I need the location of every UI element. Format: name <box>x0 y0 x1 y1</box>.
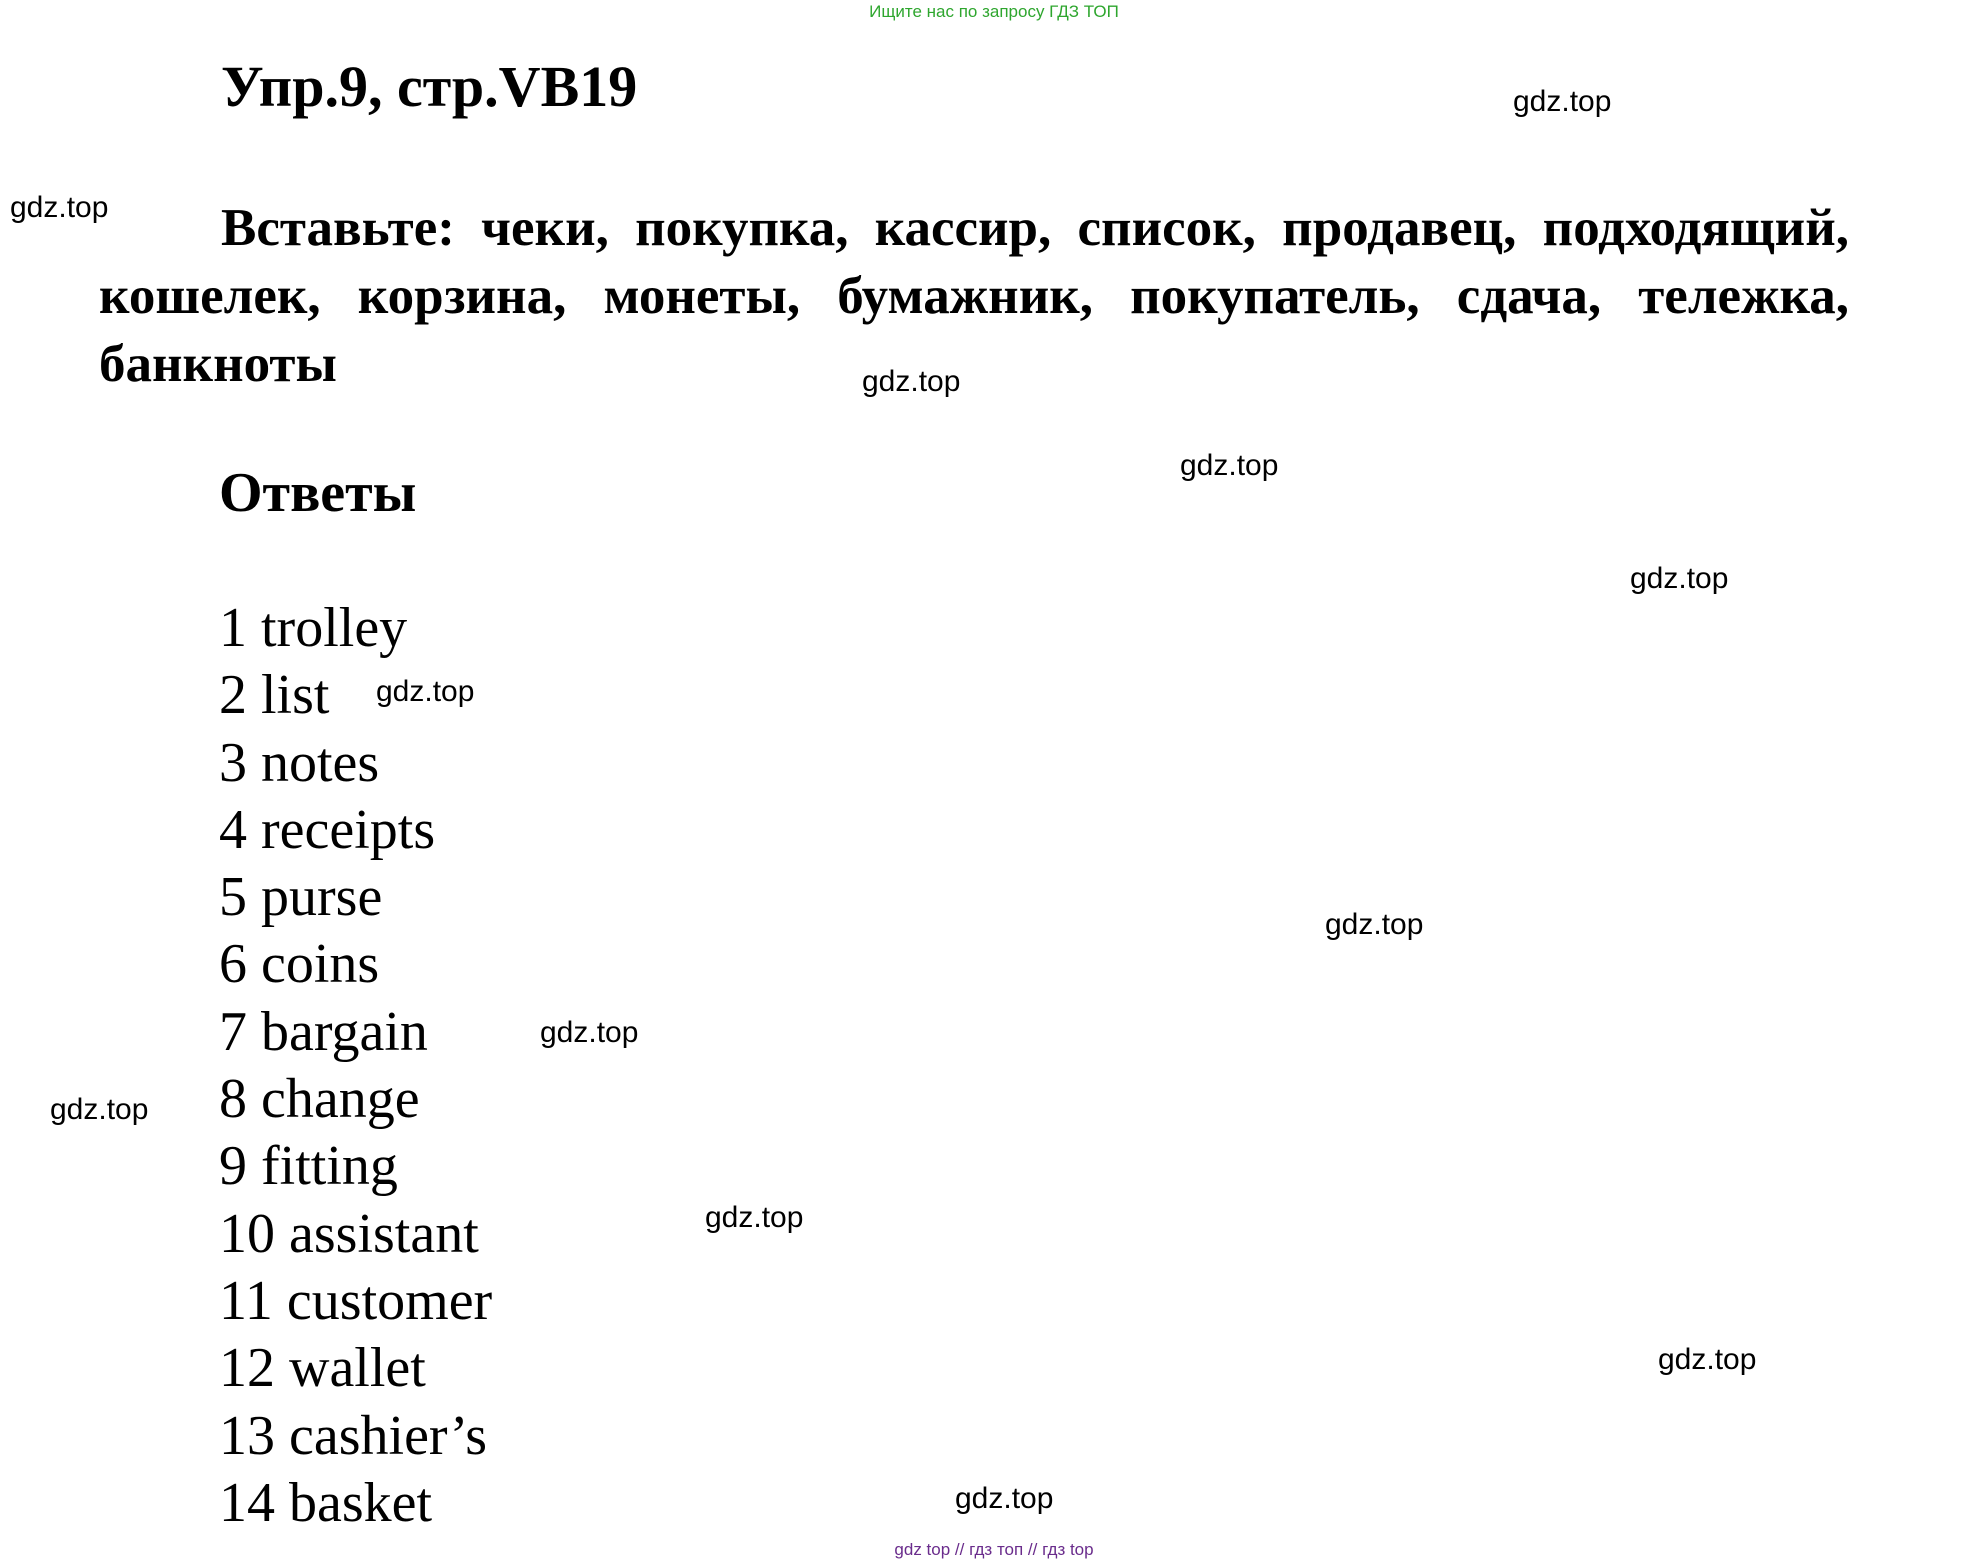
watermark: gdz.top <box>50 1093 149 1126</box>
exercise-title: Упр.9, стр.VB19 <box>221 54 638 119</box>
answer-item-12: 12 wallet <box>219 1337 426 1400</box>
watermark: gdz.top <box>1180 449 1279 482</box>
watermark: gdz.top <box>1658 1343 1757 1376</box>
watermark: gdz.top <box>862 365 961 398</box>
watermark: gdz.top <box>540 1016 639 1049</box>
answer-item-4: 4 receipts <box>219 798 436 861</box>
answer-item-1: 1 trolley <box>219 597 408 659</box>
answer-item-6: 6 coins <box>219 933 380 996</box>
watermark: gdz.top <box>1630 562 1729 595</box>
answer-item-10: 10 assistant <box>219 1202 479 1265</box>
top-banner: Ищите нас по запросу ГДЗ ТОП <box>869 2 1119 21</box>
watermark: gdz.top <box>10 191 109 224</box>
watermark: gdz.top <box>376 675 475 708</box>
answer-item-9: 9 fitting <box>219 1135 398 1198</box>
watermark: gdz.top <box>1513 85 1612 118</box>
watermark: gdz.top <box>705 1201 804 1234</box>
answer-item-8: 8 change <box>219 1068 420 1131</box>
exercise-instruction: Вставьте: чеки, покупка, кассир, список, продавец, подходящий, кошелек, корзина, монеты, бумажник, покупатель, сдача, тележка, банкноты <box>99 199 1849 393</box>
answer-item-11: 11 customer <box>219 1269 493 1332</box>
answers-list <box>219 595 492 1537</box>
answer-item-2: 2 list <box>219 664 330 727</box>
answer-item-3: 3 notes <box>219 731 380 794</box>
answers-heading: Ответы <box>219 462 417 524</box>
watermark: gdz.top <box>1325 908 1424 941</box>
answer-item-7: 7 bargain <box>219 1000 428 1063</box>
answer-item-13: 13 cashier’s <box>219 1404 487 1467</box>
footer-links: gdz top // гдз топ // гдз top <box>894 1540 1094 1559</box>
watermark: gdz.top <box>955 1482 1054 1515</box>
answer-item-14: 14 basket <box>219 1471 433 1534</box>
answer-item-5: 5 purse <box>219 866 383 929</box>
